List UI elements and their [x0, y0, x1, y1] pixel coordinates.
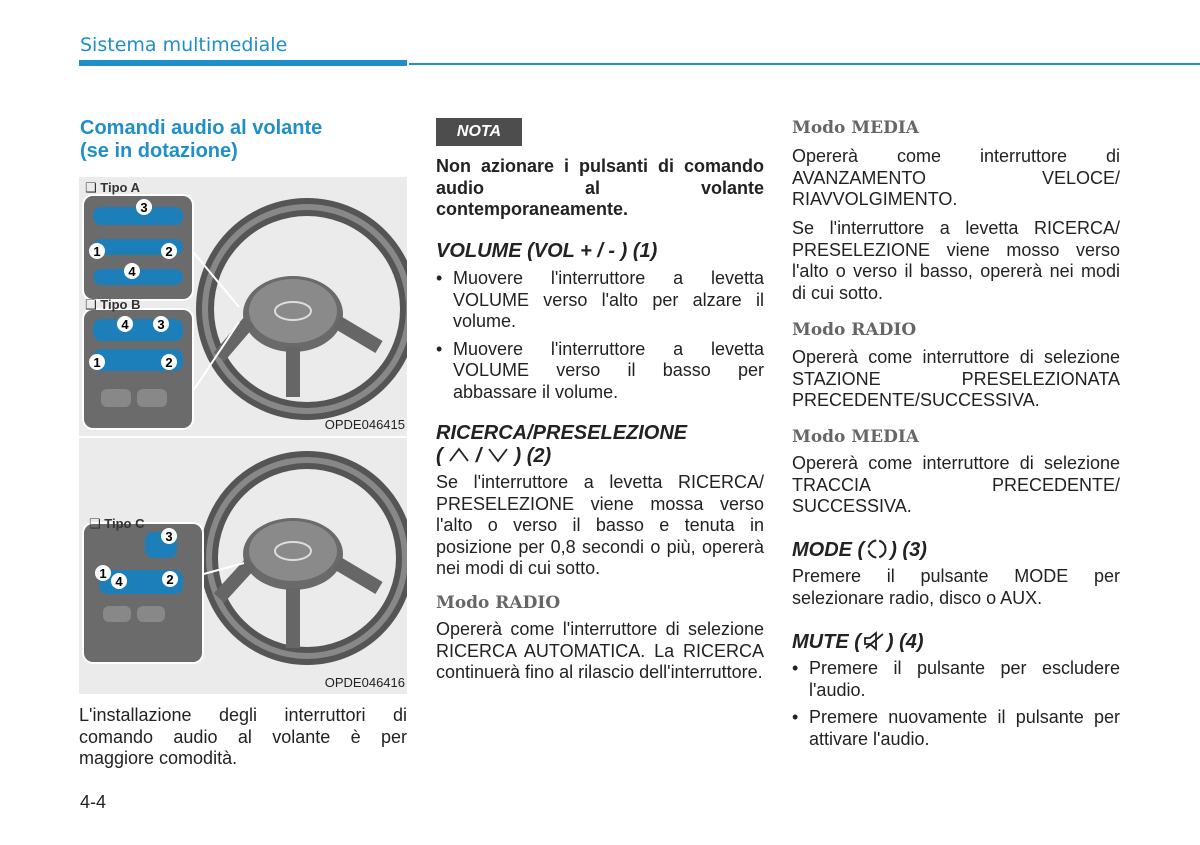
list-item: • Muovere l'interruttore a levetta VOLUME verso il basso per abbassare il volume.	[436, 339, 764, 404]
callout-badges-2	[79, 438, 407, 694]
badge-a-1: 1	[93, 244, 101, 259]
nota-badge: NOTA	[436, 118, 522, 146]
header-rule-thick	[79, 60, 407, 66]
mode-text: Premere il pulsante MODE per selezionare radio, disco o AUX.	[792, 566, 1120, 608]
list-item: • Muovere l'interruttore a levetta VOLUME verso l'alto per alzare il volume.	[436, 268, 764, 333]
figure-code-2: OPDE046416	[324, 675, 405, 690]
mode-heading-open: MODE (	[792, 539, 865, 561]
badge-b-3: 3	[157, 317, 165, 332]
modo-media-text-3: Opererà come interruttore di selezione TRACCIA PRECEDENTE/ SUCCESSIVA.	[792, 453, 1120, 516]
badge-a-3: 3	[140, 200, 148, 215]
mode-heading	[792, 538, 1120, 562]
section-title	[80, 117, 410, 163]
tipo-b-label: ❑ Tipo B	[85, 297, 141, 312]
list-item: • Premere nuovamente il pulsante per attivare l'audio.	[792, 707, 1120, 750]
badge-c-4: 4	[115, 574, 123, 589]
nota-text: Non azionare i pulsanti di comando audio al volante contemporaneamente.	[436, 156, 764, 219]
page-number: 4-4	[80, 792, 107, 812]
badge-a-2: 2	[165, 244, 173, 259]
tipo-a-label: ❑ Tipo A	[85, 180, 140, 195]
mode-heading-close: ) (3)	[890, 539, 927, 561]
modo-radio-heading-right: Modo RADIO	[792, 320, 917, 340]
modo-media-text-1: Opererà come interruttore di AVANZAMENTO VELOCE/ RIAVVOLGIMENTO.	[792, 146, 1120, 209]
ricerca-heading-line1: RICERCA/PRESELEZIONE	[436, 422, 688, 444]
badge-a-4: 4	[128, 264, 136, 279]
section-header: Sistema multimediale	[80, 34, 288, 56]
figure-code-1: OPDE046415	[324, 417, 405, 432]
mute-list	[792, 658, 1120, 756]
modo-media-heading-2: Modo MEDIA	[792, 427, 919, 447]
mute-heading	[792, 630, 1120, 654]
mute-heading-close: ) (4)	[886, 631, 924, 653]
volume-list	[436, 268, 764, 409]
steering-figure-1	[79, 177, 407, 436]
modo-radio-heading-mid: Modo RADIO	[436, 593, 561, 613]
steering-figure-2	[79, 438, 407, 694]
modo-radio-text-mid: Opererà come l'interruttore di selezione RICERCA AUTOMATICA. La RICERCA continuerà fino al rilascio dell'interruttore.	[436, 619, 764, 682]
header-rule-thin	[409, 63, 1200, 65]
modo-media-heading-1: Modo MEDIA	[792, 118, 919, 138]
badge-c-2: 2	[166, 572, 174, 587]
section-title-line1: Comandi audio al volante	[80, 117, 323, 139]
ricerca-paren-close: ) (2)	[514, 445, 552, 467]
ricerca-heading-line2	[436, 445, 764, 468]
modo-radio-text-right: Opererà come interruttore di selezione STAZIONE PRESELEZIONATA PRECEDENTE/SUCCESSIVA.	[792, 347, 1120, 410]
badge-c-3: 3	[165, 529, 173, 544]
ricerca-text: Se l'interruttore a levetta RICERCA/ PRESELEZIONE viene mossa verso l'alto o verso il basso e tenuta in posizione per 0,8 secondi o più, opererà nei modi di cui sotto.	[436, 472, 764, 578]
callout-badges-1	[79, 177, 407, 436]
badge-c-1: 1	[99, 566, 107, 581]
ricerca-paren-open: (	[436, 445, 443, 467]
installation-caption: L'installazione degli interruttori di comando audio al volante è per maggiore comodità.	[79, 705, 407, 768]
section-title-line2: (se in dotazione)	[80, 140, 238, 162]
mute-heading-open: MUTE (	[792, 631, 861, 653]
ricerca-heading	[436, 422, 764, 468]
mute-speaker-icon	[861, 630, 887, 652]
tipo-c-label: ❑ Tipo C	[89, 516, 145, 531]
modo-media-text-2: Se l'interruttore a levetta RICERCA/ PRESELEZIONE viene mosso verso l'alto o verso il basso, opererà nei modi di cui sotto.	[792, 218, 1120, 303]
chevron-down-icon	[487, 447, 509, 463]
list-item: • Premere il pulsante per escludere l'audio.	[792, 658, 1120, 701]
ricerca-slash: /	[475, 445, 482, 467]
badge-b-1: 1	[93, 355, 101, 370]
badge-b-4: 4	[121, 317, 129, 332]
mode-icon	[864, 538, 890, 560]
volume-heading: VOLUME (VOL + / - ) (1)	[436, 240, 658, 262]
badge-b-2: 2	[165, 355, 173, 370]
chevron-up-icon	[448, 447, 470, 463]
